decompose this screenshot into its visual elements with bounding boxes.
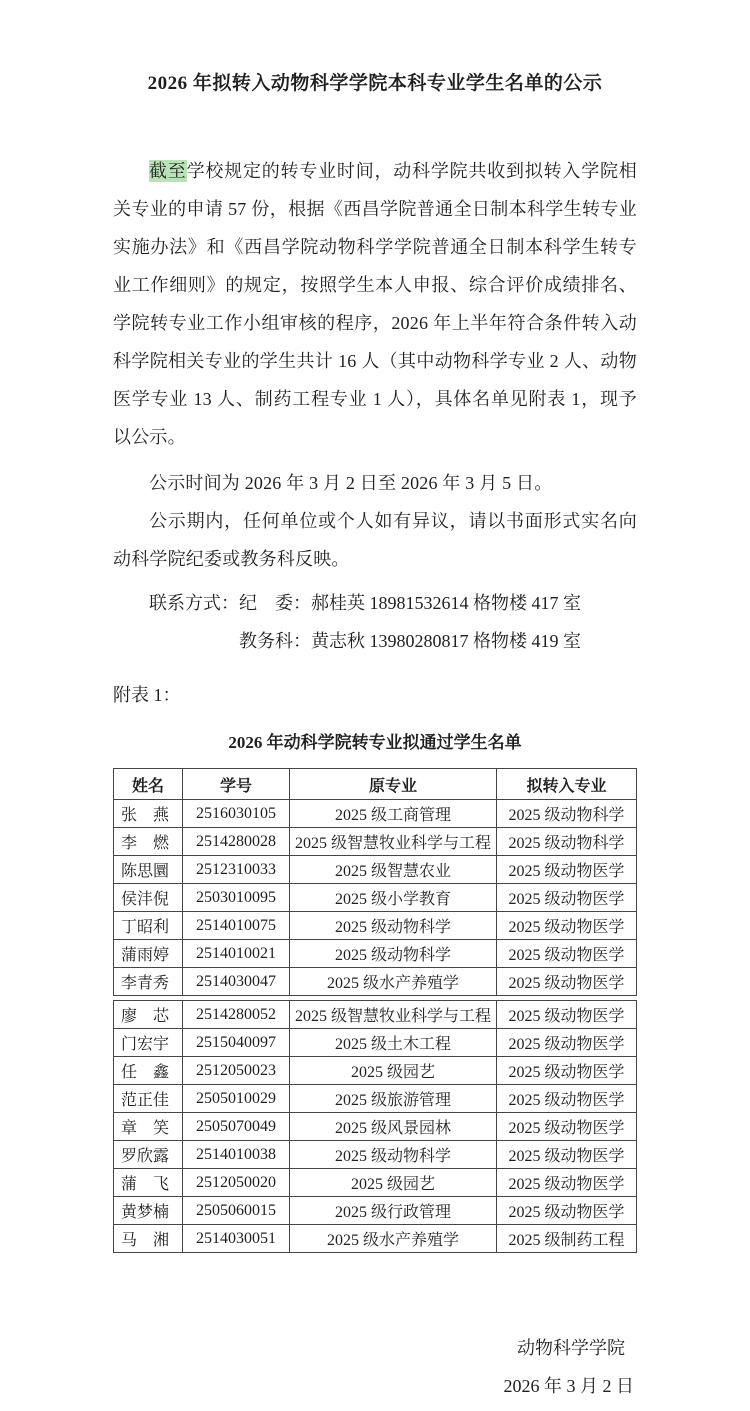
student-id-cell: 2505010029: [183, 1085, 290, 1113]
original-major-cell: 2025 级土木工程: [290, 1029, 497, 1057]
target-major-cell: 2025 级动物医学: [497, 968, 637, 996]
document-title: 2026 年拟转入动物科学学院本科专业学生名单的公示: [147, 73, 603, 94]
student-name-cell: 张 燕: [114, 800, 183, 828]
original-major-cell: 2025 级动物科学: [290, 1141, 497, 1169]
original-major-cell: 2025 级水产养殖学: [290, 968, 497, 996]
student-name-cell: 任 鑫: [114, 1057, 183, 1085]
target-major-cell: 2025 级动物医学: [497, 1169, 637, 1197]
col-header-student-id: 学号: [183, 769, 290, 800]
student-id-cell: 2514030047: [183, 968, 290, 996]
signature-department: 动物科学学院: [517, 1338, 625, 1358]
table-row: [114, 1029, 637, 1057]
table-row: [114, 1113, 637, 1141]
table-row: [114, 940, 637, 968]
student-name-cell: 蒲 飞: [114, 1169, 183, 1197]
target-major-cell: 2025 级动物医学: [497, 1057, 637, 1085]
original-major-cell: 2025 级水产养殖学: [290, 1225, 497, 1253]
table-row: [114, 1085, 637, 1113]
target-major-cell: 2025 级动物科学: [497, 828, 637, 856]
signature-date: 2026 年 3 月 2 日: [503, 1376, 634, 1396]
student-id-cell: 2514280028: [183, 828, 290, 856]
highlighted-text: 截至: [149, 161, 187, 181]
original-major-cell: 2025 级小学教育: [290, 884, 497, 912]
student-id-cell: 2514010075: [183, 912, 290, 940]
table-row: [114, 828, 637, 856]
table-row: [114, 912, 637, 940]
student-name-cell: 章 笑: [114, 1113, 183, 1141]
table-row: [114, 856, 637, 884]
roster-table-body-upper: [114, 800, 637, 996]
target-major-cell: 2025 级动物医学: [497, 1113, 637, 1141]
table-row: [114, 800, 637, 828]
target-major-cell: 2025 级动物医学: [497, 1197, 637, 1225]
student-name-cell: 范正佳: [114, 1085, 183, 1113]
original-major-cell: 2025 级园艺: [290, 1057, 497, 1085]
transfer-roster-table-upper: [113, 768, 637, 996]
student-id-cell: 2516030105: [183, 800, 290, 828]
original-major-cell: 2025 级智慧牧业科学与工程: [290, 828, 497, 856]
table-row: [114, 1225, 637, 1253]
contact-line-discipline-committee: 联系方式：纪 委：郝桂英 18981532614 格物楼 417 室: [149, 593, 581, 613]
roster-table-title: 2026 年动科学院转专业拟通过学生名单: [228, 733, 522, 752]
target-major-cell: 2025 级动物医学: [497, 1085, 637, 1113]
student-id-cell: 2505060015: [183, 1197, 290, 1225]
student-id-cell: 2512050023: [183, 1057, 290, 1085]
student-name-cell: 黄梦楠: [114, 1197, 183, 1225]
student-id-cell: 2514010038: [183, 1141, 290, 1169]
paragraph-objection: 公示期内，任何单位或个人如有异议，请以书面形式实名向动科学院纪委或教务科反映。: [113, 511, 637, 569]
original-major-cell: 2025 级动物科学: [290, 940, 497, 968]
target-major-cell: 2025 级动物医学: [497, 912, 637, 940]
student-id-cell: 2503010095: [183, 884, 290, 912]
original-major-cell: 2025 级工商管理: [290, 800, 497, 828]
col-header-name: 姓名: [114, 769, 183, 800]
student-id-cell: 2512310033: [183, 856, 290, 884]
student-name-cell: 侯沣倪: [114, 884, 183, 912]
table-row: [114, 1001, 637, 1029]
student-name-cell: 李 燃: [114, 828, 183, 856]
student-name-cell: 陈思圜: [114, 856, 183, 884]
paragraph-intro: [113, 152, 637, 456]
table-row: [114, 884, 637, 912]
student-name-cell: 蒲雨婷: [114, 940, 183, 968]
target-major-cell: 2025 级动物科学: [497, 800, 637, 828]
original-major-cell: 2025 级动物科学: [290, 912, 497, 940]
header-row: [114, 769, 637, 800]
student-name-cell: 李青秀: [114, 968, 183, 996]
roster-table-header: [114, 769, 637, 800]
target-major-cell: 2025 级动物医学: [497, 940, 637, 968]
contact-line-academic-office: 教务科：黄志秋 13980280817 格物楼 419 室: [239, 631, 581, 651]
table-row: [114, 968, 637, 996]
student-name-cell: 丁昭利: [114, 912, 183, 940]
col-header-original-major: 原专业: [290, 769, 497, 800]
original-major-cell: 2025 级旅游管理: [290, 1085, 497, 1113]
transfer-roster-table-lower: [113, 1000, 637, 1253]
student-name-cell: 罗欣露: [114, 1141, 183, 1169]
student-id-cell: 2505070049: [183, 1113, 290, 1141]
table-row: [114, 1197, 637, 1225]
student-id-cell: 2512050020: [183, 1169, 290, 1197]
appendix-label: 附表 1：: [113, 685, 181, 705]
target-major-cell: 2025 级动物医学: [497, 1029, 637, 1057]
target-major-cell: 2025 级制药工程: [497, 1225, 637, 1253]
original-major-cell: 2025 级智慧牧业科学与工程: [290, 1001, 497, 1029]
original-major-cell: 2025 级园艺: [290, 1169, 497, 1197]
student-name-cell: 廖 芯: [114, 1001, 183, 1029]
student-id-cell: 2514010021: [183, 940, 290, 968]
target-major-cell: 2025 级动物医学: [497, 1001, 637, 1029]
target-major-cell: 2025 级动物医学: [497, 856, 637, 884]
student-id-cell: 2515040097: [183, 1029, 290, 1057]
student-id-cell: 2514280052: [183, 1001, 290, 1029]
paragraph-publicity-period: 公示时间为 2026 年 3 月 2 日至 2026 年 3 月 5 日。: [149, 473, 553, 493]
student-name-cell: 门宏宇: [114, 1029, 183, 1057]
table-row: [114, 1057, 637, 1085]
student-id-cell: 2514030051: [183, 1225, 290, 1253]
original-major-cell: 2025 级风景园林: [290, 1113, 497, 1141]
target-major-cell: 2025 级动物医学: [497, 1141, 637, 1169]
roster-table-body-lower: [114, 1001, 637, 1253]
original-major-cell: 2025 级智慧农业: [290, 856, 497, 884]
intro-text: 学校规定的转专业时间，动科学院共收到拟转入学院相关专业的申请 57 份，根据《西昌学院普通全日制本科学生转专业实施办法》和《西昌学院动物科学学院普通全日制本科学生转专业工作细则》的规定，按照学生本人申报、综合评价成绩排名、学院转专业工作小组审核的程序，2026 年上半年符合条件转入动科学院相关专业的学生共计 16 人（其中动物科学专业 2 人、动物医学专业 13 人、制药工程专业 1 人），具体名单见附表 1，现予以公示。: [113, 161, 637, 447]
original-major-cell: 2025 级行政管理: [290, 1197, 497, 1225]
table-row: [114, 1169, 637, 1197]
target-major-cell: 2025 级动物医学: [497, 884, 637, 912]
col-header-target-major: 拟转入专业: [497, 769, 637, 800]
student-name-cell: 马 湘: [114, 1225, 183, 1253]
table-row: [114, 1141, 637, 1169]
